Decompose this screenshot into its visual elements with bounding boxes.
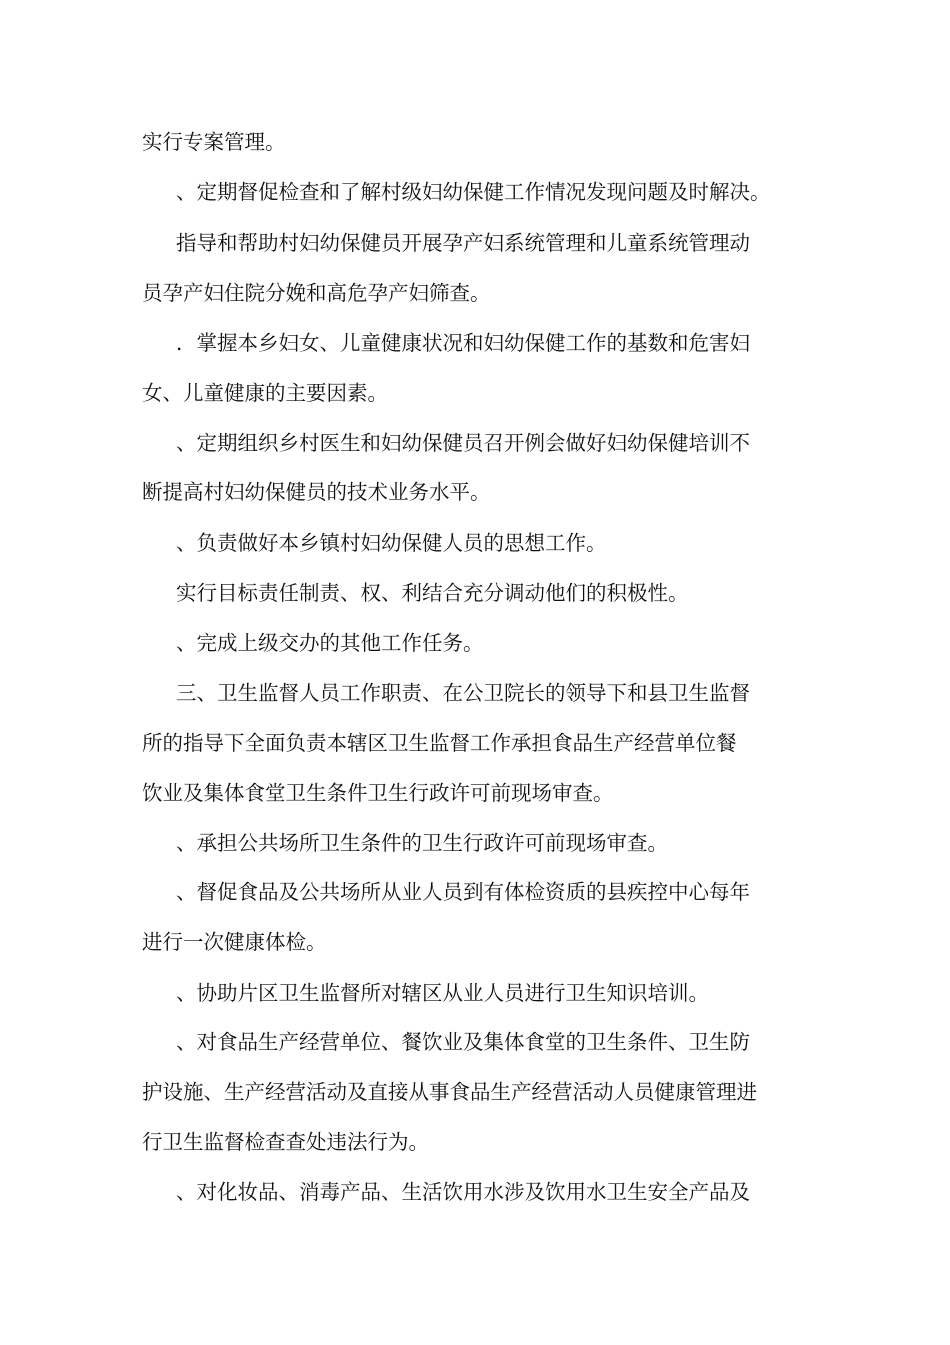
text-line: 女、儿童健康的主要因素。 [142, 381, 388, 405]
text-line: 断提高村妇幼保健员的技术业务水平。 [142, 480, 491, 504]
text-line: 、对化妆品、消毒产品、生活饮用水涉及饮用水卫生安全产品及 [176, 1180, 750, 1204]
text-line: 、定期督促检查和了解村级妇幼保健工作情况发现问题及时解决。 [176, 180, 771, 204]
text-line: 进行一次健康体检。 [142, 930, 327, 954]
text-line: 、督促食品及公共场所从业人员到有体检资质的县疾控中心每年 [176, 880, 750, 904]
text-line: 、完成上级交办的其他工作任务。 [176, 631, 484, 655]
text-line: 护设施、生产经营活动及直接从事食品生产经营活动人员健康管理进 [142, 1080, 757, 1104]
text-line: 实行目标责任制责、权、利结合充分调动他们的积极性。 [176, 581, 689, 605]
text-line: 所的指导下全面负责本辖区卫生监督工作承担食品生产经营单位餐 [142, 731, 737, 755]
text-line: 饮业及集体食堂卫生条件卫生行政许可前现场审查。 [142, 781, 614, 805]
text-line: 、定期组织乡村医生和妇幼保健员召开例会做好妇幼保健培训不 [176, 431, 750, 455]
text-line: 员孕产妇住院分娩和高危孕产妇筛查。 [142, 281, 491, 305]
text-line: 行卫生监督检查查处违法行为。 [142, 1130, 429, 1154]
text-line: ．掌握本乡妇女、儿童健康状况和妇幼保健工作的基数和危害妇 [176, 331, 750, 355]
text-line: 指导和帮助村妇幼保健员开展孕产妇系统管理和儿童系统管理动 [176, 231, 750, 255]
text-line: 、负责做好本乡镇村妇幼保健人员的思想工作。 [176, 531, 607, 555]
text-line: 、承担公共场所卫生条件的卫生行政许可前现场审查。 [176, 831, 668, 855]
text-line: 实行专案管理。 [142, 130, 286, 154]
text-line: 三、卫生监督人员工作职责、在公卫院长的领导下和县卫生监督 [176, 681, 750, 705]
text-line: 、对食品生产经营单位、餐饮业及集体食堂的卫生条件、卫生防 [176, 1030, 750, 1054]
text-line: 、协助片区卫生监督所对辖区从业人员进行卫生知识培训。 [176, 981, 709, 1005]
